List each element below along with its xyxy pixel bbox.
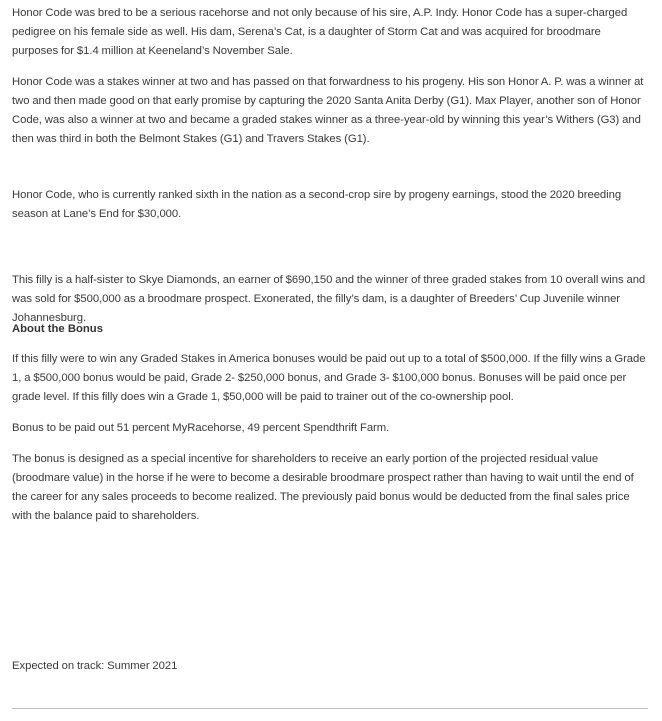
bonus-split-paragraph: Bonus to be paid out 51 percent MyRacehorse, 49 percent Spendthrift Farm.	[12, 422, 390, 434]
half-sister-paragraph: This filly is a half-sister to Skye Diamonds, an earner of $690,150 and the winner of three graded stakes from 10 overall wins and was sold for $500,000 as a broodmare prospect. Exonerated, the filly’s dam, is a daughter of Breeders’ Cup Juvenile winner Johannesburg.	[12, 274, 646, 324]
pedigree-paragraph: Honor Code was bred to be a serious racehorse and not only because of his sire, A.P. Indy. Honor Code has a super-charged pedigree on his female side as well. His dam, Serena’s Cat, is a daughter of Storm Cat and was acquired for broodmare purposes for $1.4 million at Keeneland’s November Sale.	[12, 7, 628, 57]
section-divider	[12, 708, 648, 709]
progeny-paragraph: Honor Code was a stakes winner at two and has passed on that forwardness to his progeny. His son Honor A. P. was a winner at two and then made good on that early promise by capturing the 2020 Santa Anita Derby (G1). Max Player, another son of Honor Code, was also a winner at two and became a graded stakes winner as a three-year-old by winning this year’s Withers (G3) and then was third in both the Belmont Stakes (G1) and Travers Stakes (G1).	[12, 76, 644, 145]
bonus-purpose-paragraph: The bonus is designed as a special incentive for shareholders to receive an early portion of the projected residual value (broodmare value) in the horse if he were to become a desirable broodmare prospect rather than having to wait until the end of the career for any sales proceeds to become realized. The previously paid bonus would be deducted from the final sales price with the balance paid to shareholders.	[12, 453, 634, 522]
bonus-terms-paragraph: If this filly were to win any Graded Stakes in America bonuses would be paid out up to a total of $500,000. If the filly wins a Grade 1, a $500,000 bonus would be paid, Grade 2- $250,000 bonus, and Grade 3- $100,000 bonus. Bonuses will be paid once per grade level. If this filly does win a Grade 1, $50,000 will be paid to trainer out of the co-ownership pool.	[12, 353, 646, 403]
expected-on-track: Expected on track: Summer 2021	[12, 660, 178, 672]
bonus-heading: About the Bonus	[12, 323, 103, 335]
sire-ranking-paragraph: Honor Code, who is currently ranked sixth in the nation as a second-crop sire by progeny earnings, stood the 2020 breeding season at Lane’s End for $30,000.	[12, 189, 622, 220]
